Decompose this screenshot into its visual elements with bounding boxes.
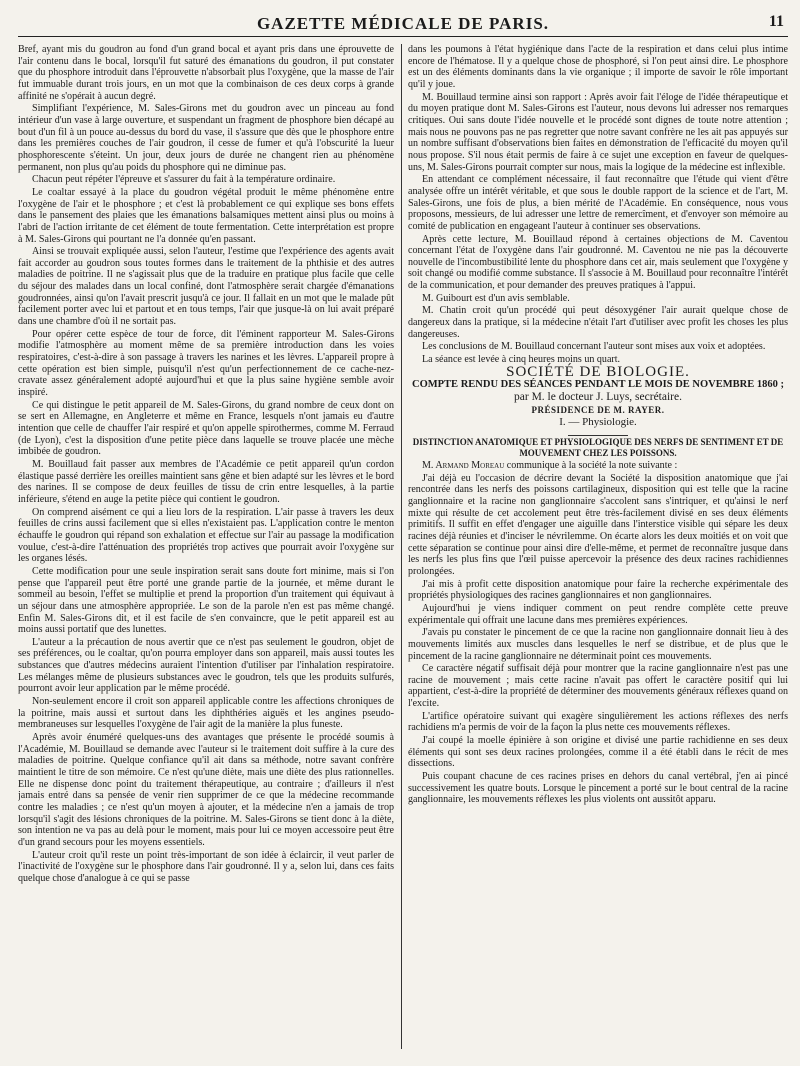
paragraph: En attendant ce complément nécessaire, il faut reconnaître que l'étude qui vient d'être analysée offre un intérêt véritable, et que sous le double rapport de la science et de l'art, M. Sales-Girons, une fois de plus, a bien mérité de l'Académie. En conséquence, nous vous proposons, messieurs, de lui adresser une lettre de remercîment, et d'envoyer son mémoire au comité de publication en engageant l'auteur à continuer ses observations. (408, 174, 788, 232)
newspaper-page (18, 10, 788, 1056)
paragraph: Non-seulement encore il croit son appareil applicable contre les affections chroniques de la poitrine, mais aussi et surtout dans les diphthéries aiguës et les angines pseudo-membraneuses sur lesquelles l'oxygène de l'air agit de la manière la plus funeste. (18, 696, 394, 731)
paragraph: L'auteur croit qu'il reste un point très-important de son idée à éclaircir, il veut parler de l'inactivité de l'oxygène sur le phosphore dans l'air goudronné. Il y a, selon lui, dans ces faits quelque chose d'analogue à ce qui se passe (18, 849, 394, 884)
author-name: M. Armand Moreau (422, 460, 505, 471)
paragraph: L'auteur a la précaution de nous avertir que ce n'est pas seulement le goudron, objet de ses préférences, ou le coaltar, qu'on pourra employer dans son appareil, mais aussi toutes les substances que d'autres médecins auraient l'intention d'utiliser par l'inhalation respiratoire. Les mélanges même de plusieurs substances avec le goudron, tels que les produits sulfurés, pourront avoir leur application par le même procédé. (18, 636, 394, 695)
paragraph: Pour opérer cette espèce de tour de force, dit l'éminent rapporteur M. Sales-Girons modifie l'atmosphère au moment même de sa première introduction dans les voies respiratoires, c'est-à-dire à son passage à travers les narines et les lèvres. L'appareil propre à cette opération est bien simple, puisqu'il n'est qu'un perfectionnement de ce cache-nez-cravate assez généralement adopté aujourd'hui et que la plus saine hygiène semble avoir inspiré. (18, 328, 394, 399)
paragraph: Chacun peut répéter l'épreuve et s'assurer du fait à la température ordinaire. (32, 174, 336, 186)
paragraph: Ce caractère négatif suffisait déjà pour montrer que la racine ganglionnaire n'est pas une racine de mouvement ; mais cette racine n'avait pas offert le caractère positif qui lui appartient, c'est-à-dire la propriété de déterminer des mouvements généraux réflexes quand on l'excite. (408, 663, 788, 710)
intro-text: communique à la société la note suivante : (504, 460, 678, 471)
paragraph: M. Bouillaud termine ainsi son rapport : Après avoir fait l'éloge de l'idée thérapeutique et du moyen pratique dont M. Sales-Girons est l'auteur, nous devons lui adresser nos remarques critiques. Oui sans doute l'idée nouvelle et le procédé sont dignes de toute notre attention ; mais nous ne pouvons pas ne pas regretter que notre savant confrère ne les ait pas appuyés sur un nombre suffisant d'observations bien faites en démonstration de l'efficacité du moyen qu'il nous propose. S'il nous était permis de faire à ce sujet une exception en faveur de quelques-uns, M. Sales-Girons pourrait compter sur nous, mais la logique de la médecine est inflexible. (408, 91, 788, 173)
intro-line (408, 460, 788, 472)
paragraph: J'ai déjà eu l'occasion de décrire devant la Société la disposition anatomique que j'ai rencontrée dans les nerfs des poissons cartilagineux, disposition qui est telle que la racine ganglionnaire et la racine non ganglionnaire s'accolent sans s'intriquer, et qu'ainsi le nerf mixte qui résulte de cet accolement peut être très-facilement divisé en ses deux éléments primitifs. Il suffit en effet d'engager une aiguille dans l'interstice visible qui sépare les deux racines déjà réunies et d'inciser le névrilemme. On écarte alors les deux moitiés et on voit que cette séparation se continue pour ainsi dire d'elle-même, et permet de reconnaître jusque dans les nerfs les plus fins que l'œil puisse apercevoir la présence des deux racines rachidiennes prolongées. (408, 472, 788, 577)
paragraph: Ce qui distingue le petit appareil de M. Sales-Girons, du grand nombre de ceux dont on se sert en Allemagne, en Angleterre et même en France, lesquels n'ont jamais eu d'autre intention que celle de chauffer l'air respiré et qu'on appelle spirothermes, comme M. Ferraud (de Lyon), c'est la disposition d'une petite pièce dans laquelle se trouve placée une mèche imbibée de goudron. (18, 399, 394, 458)
page-number: 11 (768, 13, 784, 30)
paragraph: Le coaltar essayé à la place du goudron végétal produit le même phénomène entre l'oxygène de l'air et le phosphore ; et c'est là probablement ce qui explique ses bons effets dans le pansement des plaies que les émanations balsamiques mettent ainsi plus ou moins à l'abri de l'action irritante de cet élément de toute fermentation. Cette interprétation est propre à M. Sales-Girons qui pourtant ne l'a donnée qu'en passant. (18, 186, 394, 245)
report-author: par M. le docteur J. Luys, secrétaire. (514, 391, 682, 404)
paragraph: La séance est levée à cinq heures moins un quart. (422, 354, 621, 366)
paragraph: Après cette lecture, M. Bouillaud répond à certaines objections de M. Caventou concernant l'état de l'oxygène dans l'air goudronné. M. Caventou ne nie pas la découverte nouvelle de l'incombustibilité lente du phosphore dans cet air, mais seulement que l'oxygène y soit changé ou modifié comme substance. Il s'associe à M. Bouillaud pour reconnaître l'intérêt de la communication, et pour demander des preuves pratiques à l'appui. (408, 233, 788, 292)
section-heading (408, 417, 788, 436)
paragraph: Aujourd'hui je viens indiquer comment on peut rendre complète cette preuve expérimentale qui offrait une lacune dans mes premières expériences. (408, 602, 788, 626)
society-title: SOCIÉTÉ DE BIOLOGIE. (506, 363, 690, 380)
paragraph: Puis coupant chacune de ces racines prises en dehors du canal vertébral, j'en ai pincé successivement les quatre bouts. Lorsque le pincement a porté sur le bout central de la racine ganglionnaire, les mouvements réflexes les plus violents ont aussitôt apparu. (408, 771, 788, 806)
page-header (18, 10, 788, 37)
paragraph: M. Guibourt est d'un avis semblable. (422, 292, 570, 304)
paragraph: M. Bouillaud fait passer aux membres de l'Académie ce petit appareil qu'un cordon élastique passé derrière les oreilles maintient sans gêne et bien adapté sur les lèvres et le bord des narines. Il se compose de deux feuilles de tissu de crin entre lesquelles, à la partie inférieure, s'étend en auge la petite pièce qui contient le goudron. (18, 458, 394, 505)
presidence-heading: PRÉSIDENCE DE M. RAYER. (531, 404, 665, 415)
left-column (18, 44, 394, 1049)
paragraph: Bref, ayant mis du goudron au fond d'un grand bocal et ayant pris dans une éprouvette de l'air contenu dans le bocal, lorsqu'il fut saturé des émanations du goudron, il put constater que du phosphore introduit dans l'éprouvette n'absorbait plus l'oxygène, que la masse de l'air fut immuable durant trois jours, en un mot que la combinaison de ces deux corps à grande affinité ne s'opérait à aucun degré. (18, 44, 394, 102)
paragraph: dans les poumons à l'état hygiénique dans l'acte de la respiration et dans celui plus intime encore de l'hématose. Il y a quelque chose de phosphoré, si l'on peut ainsi dire. Le phosphore est un des éléments dominants dans la vie organique ; il importe de savoir le rôle important qu'il y joue. (408, 44, 788, 90)
paragraph: M. Chatin croit qu'un procédé qui peut désoxygéner l'air aurait quelque chose de dangereux dans la pratique, si la médecine n'était l'art d'utiliser avec profit les choses les plus dangereuses. (408, 305, 788, 340)
journal-title: GAZETTE MÉDICALE DE PARIS. (256, 14, 550, 33)
paragraph: On comprend aisément ce qui a lieu lors de la respiration. L'air passe à travers les deux feuilles de crins aussi facilement que si elles n'existaient pas. L'application contre le menton échauffe le goudron qui répand son exhalation et effectue sur l'air au passage la modification voulue, c'est-à-dire l'atténuation des propriétés trop actives que pourrait avoir l'oxygène sur les organes lésés. (18, 506, 394, 565)
paragraph: L'artifice opératoire suivant qui exagère singulièrement les actions réflexes des nerfs rachidiens m'a permis de voir de la façon la plus nette ces mouvements réflexes. (408, 710, 788, 734)
paragraph: Après avoir énuméré quelques-uns des avantages que présente le procédé soumis à l'Académie, M. Bouillaud se demande avec l'auteur si le traitement doit suffire à la cure des maladies de poitrine. Quelque confiance qu'il ait dans sa méthode, notre savant confrère maintient le titre de son mémoire. Ce n'est qu'une diète, mais une diète des plus rationnelles. Elle ne dispense donc point du traitement thérapeutique, au contraire ; d'ailleurs il n'est jamais entré dans sa pensée de venir rien supprimer de ce que la médecine recommande contre les maladies ; ce n'est qu'un moyen à ajouter, et la médecine n'en a jamais de trop lorsqu'il s'agit des lésions chroniques de la poitrine. M. Sales-Girons se tient donc à la diète, son intention ne va pas au delà pour le moment, mais pour lui ce moyen accessoire peut être d'un grand secours pour les moyens essentiels. (18, 732, 394, 848)
article-title: DISTINCTION ANATOMIQUE ET PHYSIOLOGIQUE DES NERFS DE SENTIMENT ET DE MOUVEMENT CHEZ LES POISSONS. (412, 437, 784, 458)
paragraph: J'ai coupé la moelle épinière à son origine et divisé une partie rachidienne en ses deux éléments qui sont ses deux racines prolongées, comme il a été établi dans le récit de mes dissections. (408, 735, 788, 770)
paragraph: J'ai mis à profit cette disposition anatomique pour faire la recherche expérimentale des propriétés physiologiques des racines ganglionnaires et non ganglionnaires. (408, 578, 788, 602)
paragraph: Ainsi se trouvait expliquée aussi, selon l'auteur, l'estime que l'expérience des agents avait fait accorder au goudron sous toutes formes dans le traitement de la phthisie et des autres maladies de poitrine. Il ne s'agissait plus que de la traduire en pratique plus facile que celle du séjour des malades dans un local confiné, dont l'atmosphère serait chargée d'émanations goudronnées, ainsi qu'on l'avait prescrit jusqu'à ce jour. Il fallait en un mot que le malade pût facilement porter avec lui et partout et en tous temps, l'air que jusque-là on lui avait préparé dans une chambre d'où il ne sortait pas. (18, 246, 394, 328)
right-column (408, 44, 788, 1049)
paragraph: Cette modification pour une seule inspiration serait sans doute fort minime, mais si l'on pense que l'appareil peut être porté une grande partie de la journée, et même durant le sommeil au besoin, l'effet se multiplie et prend la proportion d'un traitement qui équivaut à un séjour dans une atmosphère appropriée. Le son de la parole n'en est pas même changé. Enfin M. Sales-Girons dit, et il est facile de s'en convaincre, que le petit appareil est au moins aussi portatif que des lunettes. (18, 565, 394, 636)
report-heading: COMPTE RENDU DES SÉANCES PENDANT LE MOIS DE NOVEMBRE 1860 ; (411, 379, 785, 391)
paragraph: Simplifiant l'expérience, M. Sales-Girons met du goudron avec un pinceau au fond intérieur d'un vase à large ouverture, et suspendant un fragment de phosphore bien décapé au bout d'un fil à un pouce au-dessus du bord du vase, il s'assure que dès que le phosphore entre dans les premières couches de l'air goudron, il cesse de fumer et qu'à l'obscurité la lueur phosphorescente s'éteint. Un jour, deux jours de durée ne changent rien au phénomène permanent, non plus qu'au poids du phosphore qui ne diminue pas. (18, 103, 394, 173)
paragraph: J'avais pu constater le pincement de ce que la racine non ganglionnaire donnait lieu à des mouvements limités aux muscles dans lesquelles le nerf se distribue, et de plus que le pincement de la racine ganglionnaire ne déterminait point ces mouvements. (408, 627, 788, 662)
section-label: I. — Physiologie. (559, 416, 637, 429)
paragraph: Les conclusions de M. Bouillaud concernant l'auteur sont mises aux voix et adoptées. (422, 341, 766, 353)
section-rule (568, 435, 628, 436)
column-divider (401, 44, 402, 1049)
